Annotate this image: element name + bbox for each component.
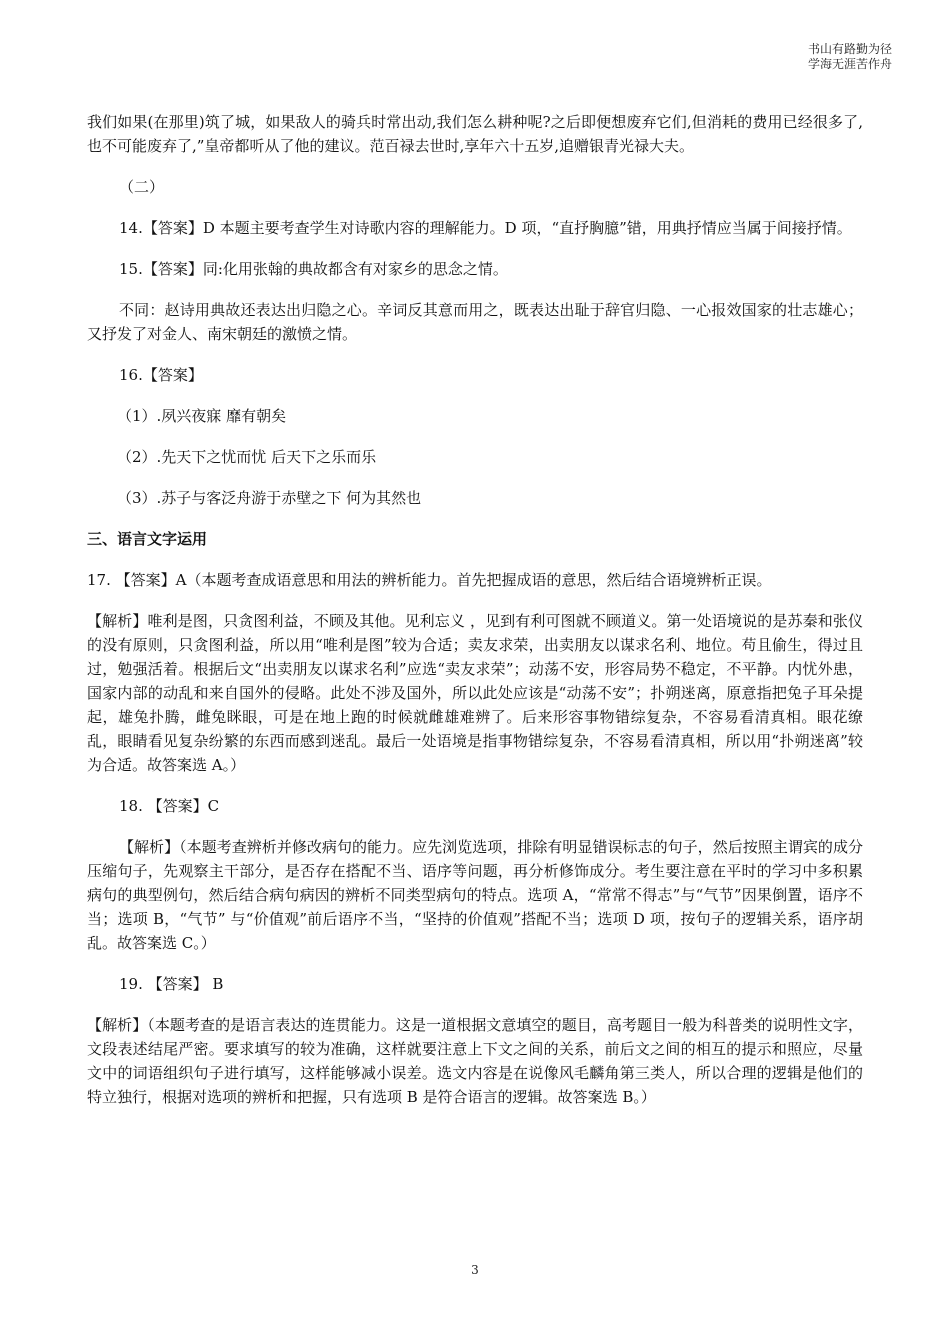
analysis-17: 【解析】唯利是图，只贪图利益，不顾及其他。见利忘义 ，见到有利可图就不顾道义。第一处语境说的是苏秦和张仪的没有原则，只贪图利益，所以用“唯利是图”较为合适；卖友求荣，出卖朋友以谋求名利、地位。苟且偷生，得过且过，勉强活着。根据后文“出卖朋友以谋求名利”应选“卖友求荣”；动荡不安，形容局势不稳定，不平静。内忧外患，国家内部的动乱和来自国外的侵略。此处不涉及国外，所以此处应该是“动荡不安”；扑朔迷离，原意指把兔子耳朵提起，雄兔扑腾，雌兔眯眼，可是在地上跑的时候就雌雄难辨了。后来形容事物错综复杂，不容易看清真相。眼花缭乱，眼睛看见复杂纷繁的东西而感到迷乱。最后一处语境是指事物错综复杂，不容易看清真相，所以用“扑朔迷离”较为合适。故答案选 A。） bbox=[87, 612, 863, 774]
section-heading-3: 三、语言文字运用 bbox=[87, 530, 208, 548]
answer-17: 17. 【答案】A（本题考查成语意思和用法的辨析能力。首先把握成语的意思，然后结合语境辨析正误。 bbox=[87, 571, 772, 589]
document-body bbox=[87, 110, 863, 1126]
section-heading-2: （二） bbox=[119, 178, 165, 196]
answer-15-same: 15.【答案】同:化用张翰的典故都含有对家乡的思念之情。 bbox=[119, 260, 508, 278]
answer-14: 14.【答案】D 本题主要考查学生对诗歌内容的理解能力。D 项，“直抒胸臆”错，用典抒情应当属于间接抒情。 bbox=[119, 219, 852, 237]
answer-16-item-2: （2）.先天下之忧而忧 后天下之乐而乐 bbox=[117, 448, 377, 466]
analysis-19: 【解析】（本题考查的是语言表达的连贯能力。这是一道根据文意填空的题目，高考题目一般为科普类的说明性文字，文段表述结尾严密。要求填写的较为准确，这样就要注意上下文之间的关系，前后文之间的相互的提示和照应，尽量文中的词语组织句子进行填写，这样能够减小误差。选文内容是在说像风毛麟角第三类人，所以合理的逻辑是他们的特立独行，根据对选项的辨析和把握，只有选项 B 是符合语言的逻辑。故答案选 B。） bbox=[87, 1016, 863, 1106]
answer-16: 16.【答案】 bbox=[119, 366, 203, 384]
page-header bbox=[808, 42, 892, 72]
header-motto-line1: 书山有路勤为径 bbox=[807, 42, 892, 56]
answer-16-item-1: （1）.夙兴夜寐 靡有朝矣 bbox=[117, 407, 287, 425]
answer-18: 18. 【答案】C bbox=[119, 797, 220, 815]
translation-paragraph: 我们如果(在那里)筑了城，如果敌人的骑兵时常出动,我们怎么耕种呢?之后即便想废弃它们,但消耗的费用已经很多了,也不可能废弃了,”皇帝都听从了他的建议。范百禄去世时,享年六十五岁,追赠银青光禄大夫。 bbox=[87, 113, 863, 155]
answer-19: 19. 【答案】 B bbox=[119, 975, 224, 993]
answer-16-item-3: （3）.苏子与客泛舟游于赤壁之下 何为其然也 bbox=[117, 489, 422, 507]
page-number: 3 bbox=[471, 1263, 479, 1277]
answer-15-diff: 不同：赵诗用典故还表达出归隐之心。辛词反其意而用之，既表达出耻于辞官归隐、一心报效国家的壮志雄心；又抒发了对金人、南宋朝廷的激愤之情。 bbox=[87, 301, 863, 343]
header-motto-line2: 学海无涯苦作舟 bbox=[807, 57, 892, 71]
analysis-18: 【解析】（本题考查辨析并修改病句的能力。应先浏览选项，排除有明显错误标志的句子，然后按照主谓宾的成分压缩句子，先观察主干部分，是否存在搭配不当、语序等问题，再分析修饰成分。考生要注意在平时的学习中多积累病句的典型例句，然后结合病句病因的辨析不同类型病句的特点。选项 A，“常常不得志”与“气节”因果倒置，语序不当；选项 B，“气节” 与“价值观”前后语序不当，“坚持的价值观”搭配不当；选项 D 项，按句子的逻辑关系，语序胡乱。故答案选 C。） bbox=[87, 838, 863, 952]
